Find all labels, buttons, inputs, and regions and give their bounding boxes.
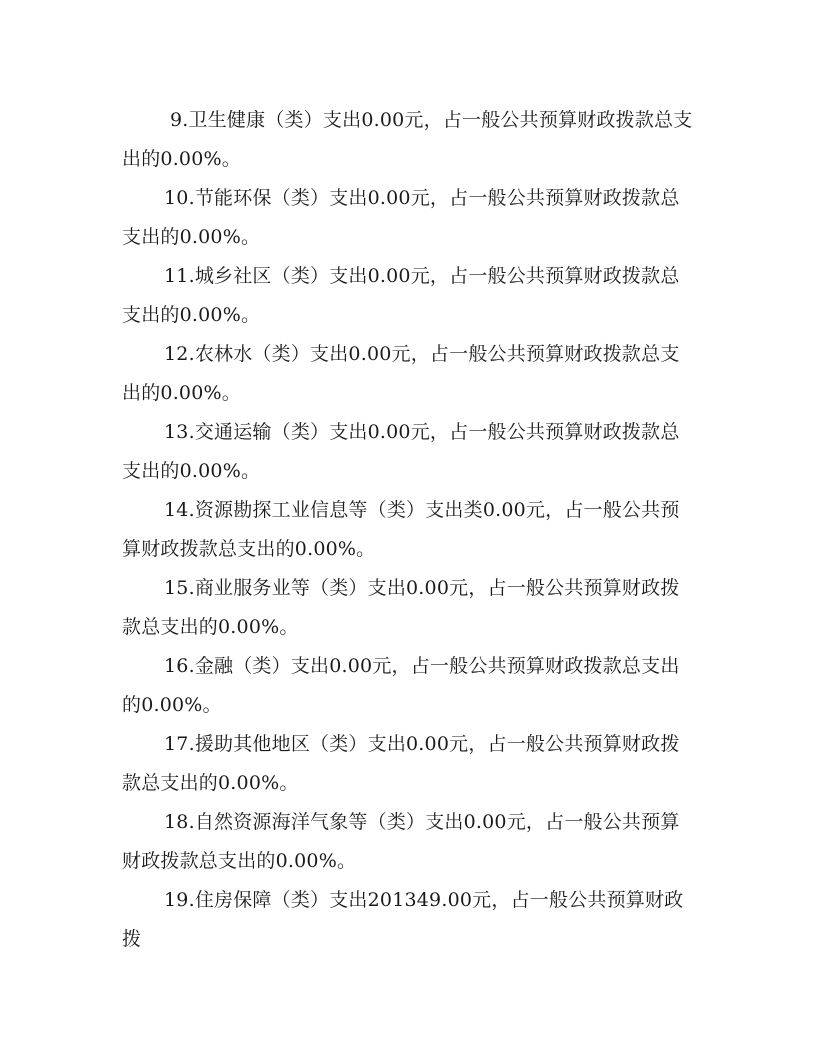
line: 的0.00%。	[122, 694, 222, 716]
line: 16.金融（类）支出0.00元，占一般公共预算财政拨款总支出	[164, 655, 680, 677]
paragraph-item-15	[122, 569, 697, 647]
paragraph-item-12	[122, 335, 697, 413]
line: 9.卫生健康（类）支出0.00元，占一般公共预算财政拨款总	[170, 109, 674, 131]
line: 19.住房保障（类）支出201349.00元，占一般公共预算财政拨	[122, 889, 684, 950]
line: 13.交通运输（类）支出0.00元，占一般公共预算财政拨款总	[164, 421, 680, 443]
paragraph-item-19	[122, 881, 697, 959]
line: 11.城乡社区（类）支出0.00元，占一般公共预算财政拨款总	[164, 265, 680, 287]
line: 14.资源勘探工业信息等（类）支出类0.00元，占一般公共预	[164, 499, 680, 521]
line: 支出的0.00%。	[122, 109, 693, 170]
line: 算财政拨款总支出的0.00%。	[122, 538, 376, 560]
line: 出的0.00%。	[122, 382, 241, 404]
line: 支出的0.00%。	[122, 304, 261, 326]
paragraph-item-14	[122, 491, 697, 569]
paragraph-item-9	[122, 101, 697, 179]
line: 10.节能环保（类）支出0.00元，占一般公共预算财政拨款总	[164, 187, 680, 209]
paragraph-item-10	[122, 179, 697, 257]
paragraph-item-13	[122, 413, 697, 491]
line: 12.农林水（类）支出0.00元，占一般公共预算财政拨款总支	[164, 343, 680, 365]
paragraph-item-17	[122, 725, 697, 803]
line: 款总支出的0.00%。	[122, 772, 299, 794]
line: 款总支出的0.00%。	[122, 616, 299, 638]
paragraph-item-11	[122, 257, 697, 335]
line: 15.商业服务业等（类）支出0.00元，占一般公共预算财政拨	[164, 577, 680, 599]
paragraph-item-16	[122, 647, 697, 725]
line: 17.援助其他地区（类）支出0.00元，占一般公共预算财政拨	[164, 733, 680, 755]
line: 支出的0.00%。	[122, 226, 261, 248]
paragraph-item-18	[122, 803, 697, 881]
line: 18.自然资源海洋气象等（类）支出0.00元，占一般公共预算	[164, 811, 680, 833]
line: 财政拨款总支出的0.00%。	[122, 850, 357, 872]
expenditure-list	[122, 101, 697, 959]
line: 支出的0.00%。	[122, 460, 261, 482]
